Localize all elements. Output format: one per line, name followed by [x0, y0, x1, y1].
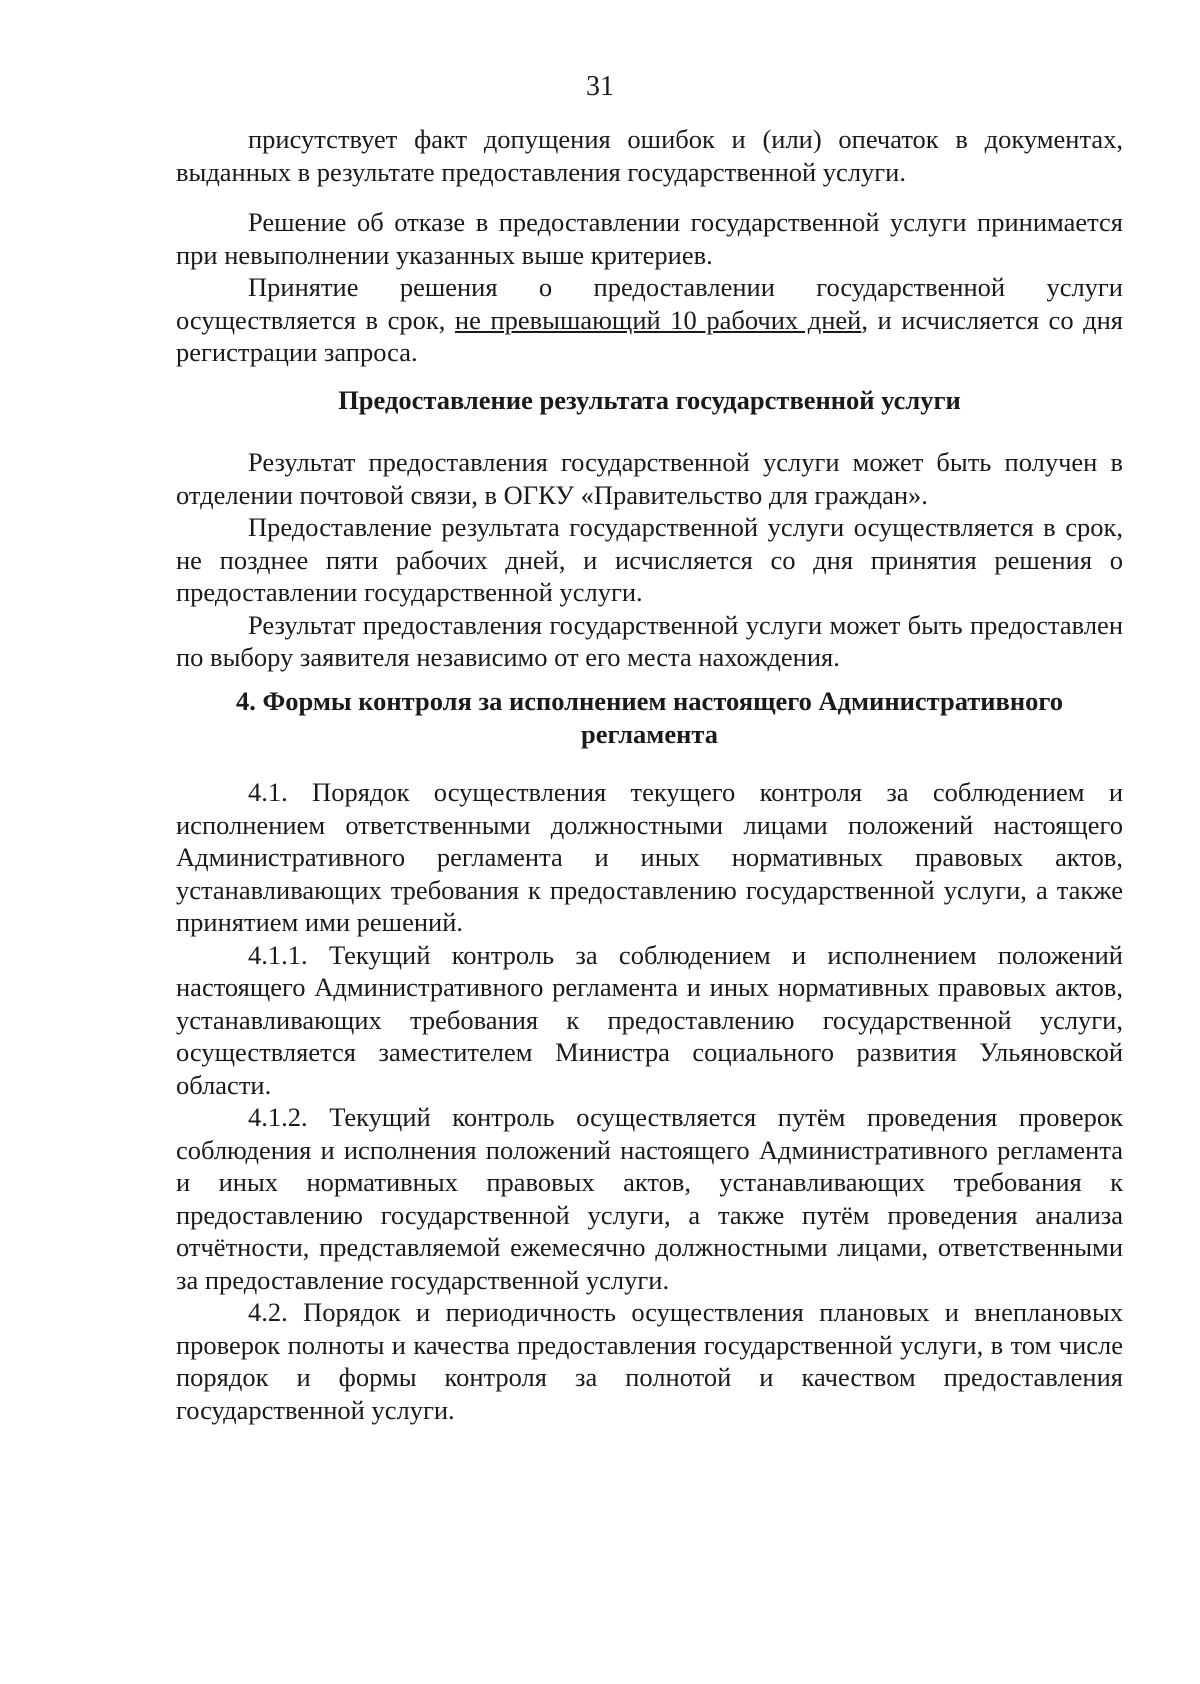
paragraph-errors-fact: присутствует факт допущения ошибок и (или) опечаток в документах, выданных в результате предоставления государственной услуги. [176, 124, 1123, 187]
paragraph-decision-deadline [176, 271, 1123, 369]
paragraph-4-1: 4.1. Порядок осуществления текущего контроля за соблюдением и исполнением ответственными должностными лицами положений настоящего Административного регламента и иных нормативных правовых актов, устанавливающих требования к предоставлению государственной услуги, а также принятием ими решений. [176, 777, 1123, 937]
paragraph-4-2: 4.2. Порядок и периодичность осуществления плановых и внеплановых проверок полноты и качества предоставления государственной услуги, в том числе порядок и формы контроля за полнотой и качеством предоставления государственной услуги. [176, 1297, 1123, 1425]
paragraph-group-2 [176, 206, 1123, 369]
section-heading-result: Предоставление результата государственной услуги [338, 385, 961, 415]
paragraph-4-1-2: 4.1.2. Текущий контроль осуществляется путём проведения проверок соблюдения и исполнения положений настоящего Административного регламента и иных нормативных правовых актов, устанавливающих требования к предоставлению государственной услуги, а также путём проведения анализа отчётности, представляемой ежемесячно должностными лицами, ответственными за предоставление государственной услуги. [176, 1102, 1123, 1295]
page-number: 31 [586, 71, 614, 102]
section-heading-control [176, 685, 1123, 750]
paragraph-4-1-1: 4.1.1. Текущий контроль за соблюдением и исполнением положений настоящего Административного регламента и иных нормативных правовых актов, устанавливающих требования к предоставлению государственной услуги, осуществляется заместителем Министра социального развития Ульяновской области. [176, 939, 1123, 1100]
section-heading-control-line2: регламента [581, 718, 718, 749]
paragraph-group-3 [176, 446, 1123, 674]
deadline-text-before: Принятие решения о предоставлении государственной услуги осуществляется в срок, [176, 272, 1123, 335]
paragraph-result-term: Предоставление результата государственной услуги осуществляется в срок, не позднее пяти рабочих дней, и исчисляется со дня принятия решения о предоставлении государственной услуги. [176, 512, 1123, 607]
deadline-text-after: , и исчисляется со дня регистрации запроса. [176, 304, 1123, 367]
paragraph-refusal-decision: Решение об отказе в предоставлении государственной услуги принимается при невыполнении указанных выше критериев. [176, 207, 1123, 270]
paragraph-result-choice: Результат предоставления государственной услуги может быть предоставлен по выбору заявителя независимо от его места нахождения. [176, 609, 1123, 672]
deadline-underlined-text: не превышающий 10 рабочих дней [454, 304, 862, 335]
section-heading-control-line1: 4. Формы контроля за исполнением настоящего Административного [235, 686, 1063, 716]
paragraph-group-4 [176, 776, 1123, 1426]
paragraph-group-1 [176, 123, 1123, 188]
paragraph-result-obtain: Результат предоставления государственной услуги может быть получен в отделении почтовой связи, в ОГКУ «Правительство для граждан». [176, 447, 1123, 510]
